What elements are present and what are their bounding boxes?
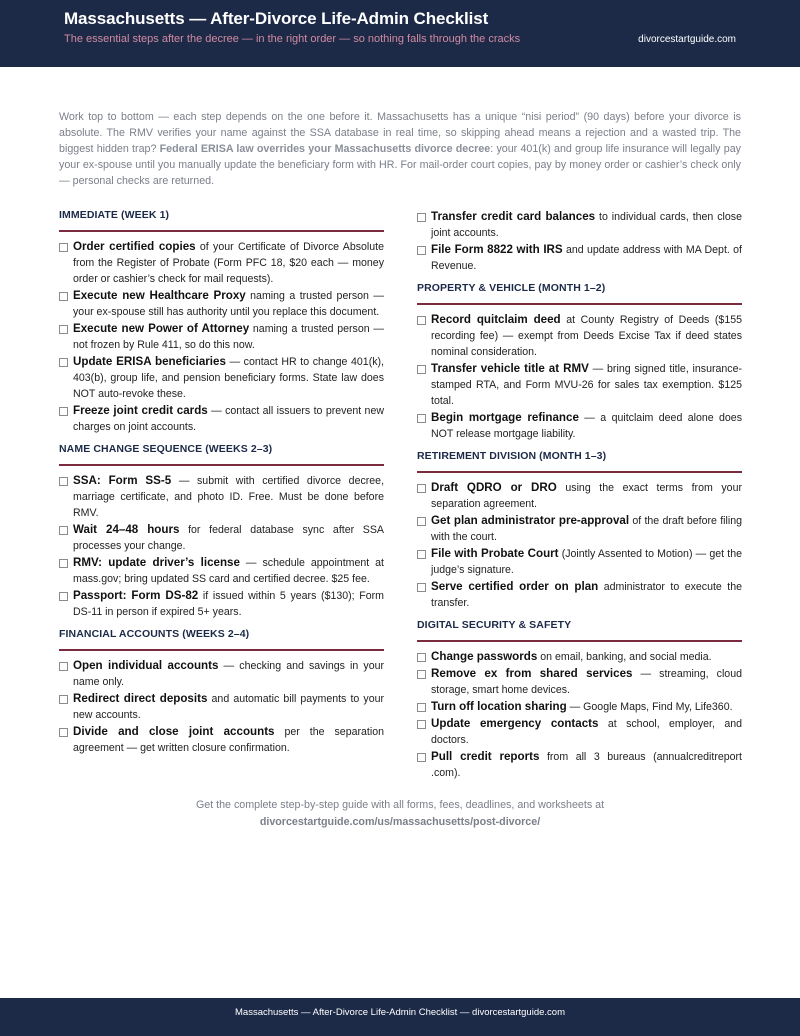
checklist-item: [417, 480, 742, 512]
item-title: File with Probate Court: [431, 547, 559, 560]
item-title: Divide and close joint accounts: [73, 725, 275, 738]
item-description: — checking and savings in your name only.: [73, 660, 385, 688]
page-footer: [0, 998, 800, 1036]
item-title: RMV: update driver’s license: [73, 556, 240, 569]
item-description: for federal database sync after SSA processes your change.: [73, 524, 384, 552]
checkbox[interactable]: [417, 653, 426, 662]
checkbox[interactable]: [417, 213, 426, 222]
item-title: File Form 8822 with IRS: [431, 243, 563, 256]
item-title: Get plan administrator pre-approval: [431, 514, 630, 527]
item-description: — contact all issuers to prevent new charges on joint accounts.: [73, 405, 384, 433]
checklist-item: [417, 546, 742, 578]
checklist-item: [417, 649, 742, 665]
checklist-item: [417, 513, 742, 545]
checklist-item: [417, 749, 742, 781]
left-column: [59, 209, 384, 764]
item-description: — schedule appointment at mass.gov; bring updated SS card and certified decree. $25 fee.: [73, 557, 384, 585]
intro-text-2: : your 401(k) and group life insurance will legally pay your ex-spouse until you manually update the beneficiary form with HR. For mail-order court copies, pay by money order or cashier’s check only — personal checks are returned.: [59, 143, 741, 187]
cta-text: Get the complete step-by-step guide with all forms, fees, deadlines, and worksheets at: [195, 799, 605, 811]
item-title: Passport: Form DS-82: [73, 589, 199, 602]
item-title: Begin mortgage refinance: [431, 411, 579, 424]
item-title: Update ERISA beneficiaries: [73, 355, 226, 368]
item-description: and update address with MA Dept. of Revenue.: [431, 244, 742, 272]
item-description: per the separation agreement — get written closure confirmation.: [73, 726, 384, 754]
checklist-item: [59, 473, 384, 521]
checkbox[interactable]: [59, 695, 68, 704]
item-description: — Google Maps, Find My, Life360.: [566, 701, 733, 713]
checkbox[interactable]: [59, 526, 68, 535]
checklist-item: [417, 312, 742, 360]
checklist-item: [59, 588, 384, 620]
checklist-item: [59, 658, 384, 690]
item-title: Change passwords: [431, 650, 538, 663]
section-digital: [417, 619, 742, 781]
checklist-item: [59, 239, 384, 287]
item-title: Draft QDRO or DRO: [431, 481, 557, 494]
section-immediate: [59, 209, 384, 435]
page-header: [0, 0, 800, 67]
section-title: IMMEDIATE (WEEK 1): [59, 209, 384, 232]
checkbox[interactable]: [417, 703, 426, 712]
checklist-item: [417, 242, 742, 274]
checklist-item: [59, 403, 384, 435]
checklist-item: [59, 691, 384, 723]
item-title: Record quitclaim deed: [431, 313, 561, 326]
item-description: at County Registry of Deeds ($155 recording fee) — exempt from Deeds Excise Tax if deed states nominal consideration.: [431, 314, 742, 358]
checkbox[interactable]: [59, 477, 68, 486]
section-title: RETIREMENT DIVISION (MONTH 1–3): [417, 450, 742, 473]
page-title: Massachusetts — After-Divorce Life-Admin Checklist: [64, 9, 489, 28]
header-site: divorcestartguide.com: [638, 34, 736, 45]
item-title: Remove ex from shared services: [431, 667, 633, 680]
checkbox[interactable]: [417, 670, 426, 679]
checklist-item: [59, 522, 384, 554]
checkbox[interactable]: [59, 325, 68, 334]
checkbox[interactable]: [59, 559, 68, 568]
checkbox[interactable]: [417, 753, 426, 762]
item-description: naming a trusted person — your ex-spouse still has authority until you replace this document.: [73, 290, 384, 318]
item-description: at school, employer, and doctors.: [431, 718, 742, 746]
checklist-item: [417, 579, 742, 611]
page-subtitle: The essential steps after the decree — in the right order — so nothing falls through the cracks: [64, 33, 521, 45]
checklist-item: [417, 666, 742, 698]
item-title: Wait 24–48 hours: [73, 523, 180, 536]
item-title: SSA: Form SS-5: [73, 474, 172, 487]
cta-link[interactable]: divorcestartguide.com/us/massachusetts/post-divorce/: [259, 816, 541, 828]
checklist-item: [417, 699, 742, 715]
section-property: [417, 282, 742, 442]
item-description: to individual cards, then close joint accounts.: [431, 211, 742, 239]
checkbox[interactable]: [59, 358, 68, 367]
item-title: Pull credit reports: [431, 750, 540, 763]
item-description: (Jointly Assented to Motion) — get the judge’s signature.: [431, 548, 742, 576]
checkbox[interactable]: [417, 414, 426, 423]
section-title: FINANCIAL ACCOUNTS (WEEKS 2–4): [59, 628, 384, 651]
section-retirement: [417, 450, 742, 611]
footer-text: Massachusetts — After-Divorce Life-Admin Checklist — divorcestartguide.com: [235, 1007, 565, 1018]
item-description: administrator to execute the transfer.: [431, 581, 742, 609]
item-title: Execute new Healthcare Proxy: [73, 289, 246, 302]
checkbox[interactable]: [59, 592, 68, 601]
item-description: — a quitclaim deed alone does NOT release mortgage liability.: [431, 412, 742, 440]
item-title: Redirect direct deposits: [73, 692, 208, 705]
section-title: PROPERTY & VEHICLE (MONTH 1–2): [417, 282, 742, 305]
item-title: Transfer vehicle title at RMV: [431, 362, 589, 375]
checklist-item: [417, 716, 742, 748]
intro-bold: Federal ERISA law overrides your Massachusetts divorce decree: [159, 143, 491, 155]
checkbox[interactable]: [417, 517, 426, 526]
intro-text-1: Work top to bottom — each step depends on the one before it. Massachusetts has a unique “nisi period” (90 days) before your divorce is absolute. The RMV verifies your name against the SSA database in real time, so skipping ahead means a rejection and a wasted trip. The biggest hidden trap?: [59, 111, 741, 155]
checkbox[interactable]: [59, 407, 68, 416]
checkbox[interactable]: [59, 243, 68, 252]
item-title: Turn off location sharing: [431, 700, 567, 713]
checklist-item: [59, 354, 384, 402]
intro-paragraph: [59, 109, 741, 189]
item-description: — submit with certified divorce decree, marriage certificate, and photo ID. Free. Must be done before RMV.: [73, 475, 385, 519]
right-column: [417, 209, 742, 789]
checkbox[interactable]: [417, 246, 426, 255]
checklist-item: [417, 410, 742, 442]
item-title: Update emergency contacts: [431, 717, 599, 730]
section-name-change: [59, 443, 384, 620]
item-title: Order certified copies: [73, 240, 196, 253]
item-title: Execute new Power of Attorney: [73, 322, 250, 335]
item-description: using the exact terms from your separation agreement.: [431, 482, 742, 510]
item-description: — streaming, cloud storage, smart home devices.: [431, 668, 742, 696]
checkbox[interactable]: [417, 484, 426, 493]
section-title: NAME CHANGE SEQUENCE (WEEKS 2–3): [59, 443, 384, 466]
checklist-item: [417, 361, 742, 409]
checkbox[interactable]: [417, 583, 426, 592]
checklist-item: [59, 724, 384, 756]
checklist-item: [417, 209, 742, 241]
section-title: DIGITAL SECURITY & SAFETY: [417, 619, 742, 642]
item-description: of your Certificate of Divorce Absolute from the Register of Probate (Form PFC 18, $20 each — money order or cashier’s check for mail requests).: [73, 241, 384, 285]
checkbox[interactable]: [417, 365, 426, 374]
item-description: on email, banking, and social media.: [537, 651, 712, 663]
item-title: Serve certified order on plan: [431, 580, 599, 593]
item-description: from all 3 bureaus (annualcreditreport .com).: [431, 751, 742, 779]
item-description: — bring signed title, insurance-stamped RTA, and Form MVU-26 for sales tax exemption. $125 total.: [431, 363, 742, 407]
checkbox[interactable]: [59, 662, 68, 671]
section-financial-continued: [417, 209, 742, 274]
item-description: if issued within 5 years ($130); Form DS-11 in person if expired 5+ years.: [73, 590, 384, 618]
item-title: Open individual accounts: [73, 659, 219, 672]
item-description: — contact HR to change 401(k), 403(b), group life, and pension beneficiary forms. State law does NOT auto-revoke these.: [73, 356, 384, 400]
checklist-item: [59, 321, 384, 353]
checkbox[interactable]: [59, 728, 68, 737]
checklist-item: [59, 288, 384, 320]
checkbox[interactable]: [417, 720, 426, 729]
item-title: Transfer credit card balances: [431, 210, 596, 223]
item-description: of the draft before filing with the court.: [431, 515, 742, 543]
checkbox[interactable]: [417, 550, 426, 559]
checkbox[interactable]: [417, 316, 426, 325]
checkbox[interactable]: [59, 292, 68, 301]
cta: [0, 797, 800, 831]
item-description: and automatic bill payments to your new accounts.: [73, 693, 385, 721]
checklist-item: [59, 555, 384, 587]
item-title: Freeze joint credit cards: [73, 404, 208, 417]
section-financial: [59, 628, 384, 756]
item-description: naming a trusted person — not frozen by Rule 411, so do this now.: [73, 323, 384, 351]
